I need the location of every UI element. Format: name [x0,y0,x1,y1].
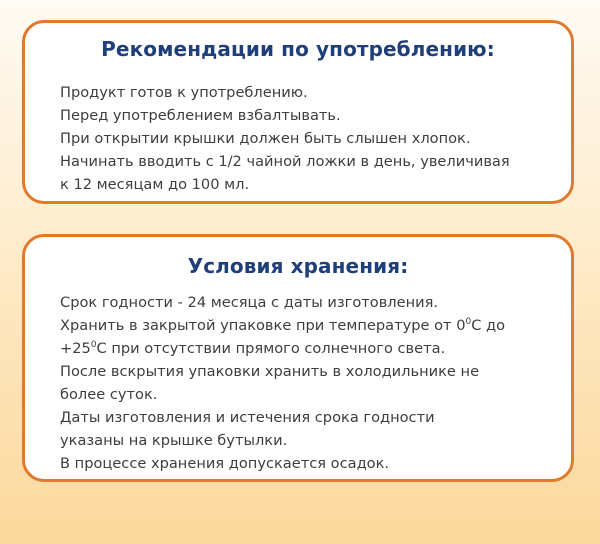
storage-shelf-life-line: Срок годности - 24 месяца с даты изготовления. [60,294,439,311]
storage-conditions-card [22,234,574,482]
usage-recommendations-text [60,81,553,196]
temperature-prefix: Хранить в закрытой упаковке при температуре от 0 [60,317,466,334]
temperature-upper: +25 [60,340,91,357]
storage-conditions-title: Условия хранения: [187,254,409,278]
usage-line: Продукт готов к употреблению. [60,84,308,101]
degree-superscript: 0 [90,340,97,350]
storage-after-opening-line: более суток. [60,386,158,403]
storage-conditions-text [60,291,553,475]
storage-temperature-line [60,314,553,337]
storage-dates-line: Даты изготовления и истечения срока годности [60,409,435,426]
usage-line: При открытии крышки должен быть слышен хлопок. [60,130,471,147]
usage-line: Перед употреблением взбалтывать. [60,107,341,124]
usage-line: Начинать вводить с 1/2 чайной ложки в день, увеличивая [60,153,510,170]
usage-line: к 12 месяцам до 100 мл. [60,176,250,193]
storage-dates-line: указаны на крышке бутылки. [60,432,288,449]
usage-recommendations-card [22,20,574,204]
temperature-suffix: С при отсутствии прямого солнечного света. [96,340,446,357]
storage-after-opening-line: После вскрытия упаковки хранить в холодильнике не [60,363,480,380]
degree-superscript: 0 [465,317,472,327]
temperature-mid: С до [471,317,506,334]
storage-temperature-line [60,337,553,360]
usage-recommendations-title: Рекомендации по употреблению: [101,37,495,61]
storage-sediment-line: В процессе хранения допускается осадок. [60,455,390,472]
